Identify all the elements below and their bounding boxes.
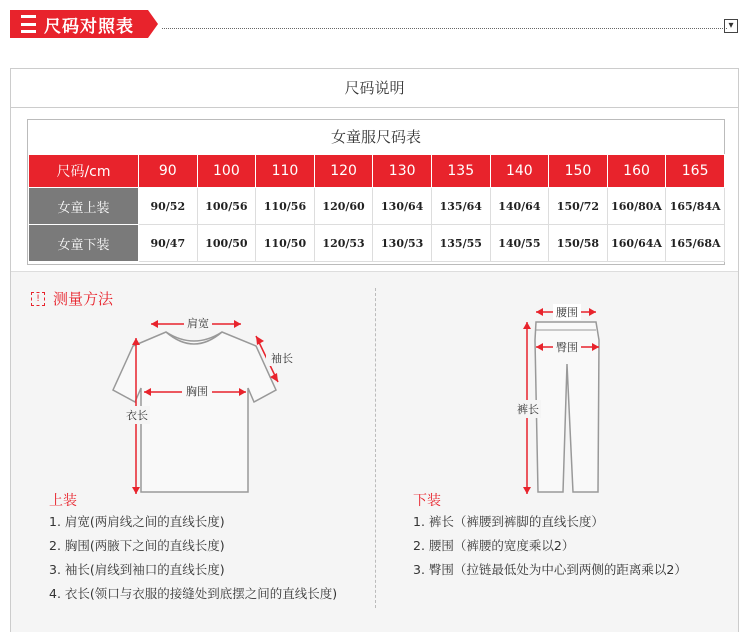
size-header-cell: 120 — [314, 155, 373, 188]
table-cell: 135/55 — [431, 225, 490, 262]
list-item: 3. 袖长(肩线到袖口的直线长度) — [49, 562, 225, 577]
list-item: 2. 胸围(两腋下之间的直线长度) — [49, 538, 225, 553]
table-cell: 90/52 — [139, 188, 198, 225]
table-cell: 160/64A — [607, 225, 666, 262]
section-divider — [375, 288, 376, 608]
size-panel — [10, 68, 739, 632]
table-cell: 110/56 — [256, 188, 315, 225]
top-measure-list — [49, 510, 337, 606]
size-table-container — [27, 119, 725, 265]
list-item: 2. 腰围（裤腰的宽度乘以2） — [413, 538, 575, 553]
section-title: 尺码对照表 — [44, 16, 134, 37]
dotted-divider — [162, 28, 727, 29]
size-header-cell: 150 — [549, 155, 608, 188]
list-item: 1. 肩宽(两肩线之间的直线长度) — [49, 514, 225, 529]
measure-method-title: 测量方法 — [53, 290, 114, 308]
size-header-cell: 135 — [431, 155, 490, 188]
table-cell: 100/50 — [197, 225, 256, 262]
table-cell: 130/53 — [373, 225, 432, 262]
table-cell: 150/58 — [549, 225, 608, 262]
size-header-cell: 160 — [607, 155, 666, 188]
bottom-measure-list — [413, 510, 687, 582]
table-row — [29, 225, 725, 262]
size-header-cell: 140 — [490, 155, 549, 188]
bottom-heading: 下装 — [413, 493, 441, 509]
table-cell: 150/72 — [549, 188, 608, 225]
bottom-garment-diagram — [501, 302, 611, 502]
top-heading: 上装 — [49, 493, 77, 509]
panel-title: 尺码说明 — [11, 69, 738, 108]
sleeve-label: 袖长 — [271, 352, 293, 365]
table-cell: 140/64 — [490, 188, 549, 225]
table-cell: 110/50 — [256, 225, 315, 262]
length-label: 衣长 — [126, 409, 148, 422]
waist-label: 腰围 — [556, 306, 578, 319]
top-garment-diagram — [106, 302, 293, 497]
table-row — [29, 188, 725, 225]
size-header-row — [29, 155, 725, 188]
list-icon — [18, 15, 36, 33]
list-item: 4. 衣长(领口与衣服的接缝处到底摆之间的直线长度) — [49, 586, 338, 601]
table-cell: 90/47 — [139, 225, 198, 262]
size-table-title: 女童服尺码表 — [330, 128, 421, 146]
list-item: 3. 臀围（拉链最低处为中心到两侧的距离乘以2） — [413, 562, 687, 577]
size-header-cell: 165 — [666, 155, 725, 188]
table-cell: 120/53 — [314, 225, 373, 262]
size-header-cell: 90 — [139, 155, 198, 188]
row-label: 女童上装 — [29, 188, 139, 225]
measure-method-section — [11, 271, 738, 632]
shoulder-label: 肩宽 — [187, 317, 209, 330]
info-icon: ! — [31, 292, 45, 306]
table-cell: 160/80A — [607, 188, 666, 225]
list-item: 1. 裤长（裤腰到裤脚的直线长度） — [413, 514, 604, 529]
pants-length-label: 裤长 — [517, 403, 539, 416]
measure-method-heading — [31, 288, 113, 309]
chest-label: 胸围 — [186, 385, 208, 398]
table-cell: 120/60 — [314, 188, 373, 225]
size-header-cell: 130 — [373, 155, 432, 188]
size-header-cell: 100 — [197, 155, 256, 188]
table-cell: 135/64 — [431, 188, 490, 225]
size-header-cell: 110 — [256, 155, 315, 188]
table-cell: 165/68A — [666, 225, 725, 262]
collapse-toggle-icon[interactable]: ▾ — [724, 19, 738, 33]
table-cell: 100/56 — [197, 188, 256, 225]
table-cell: 130/64 — [373, 188, 432, 225]
section-tag — [10, 10, 148, 38]
hip-label: 臀围 — [556, 341, 578, 354]
table-cell: 140/55 — [490, 225, 549, 262]
size-table — [28, 154, 725, 262]
row-label: 女童下装 — [29, 225, 139, 262]
section-header — [10, 10, 746, 40]
size-header-label: 尺码/cm — [29, 155, 139, 188]
table-cell: 165/84A — [666, 188, 725, 225]
